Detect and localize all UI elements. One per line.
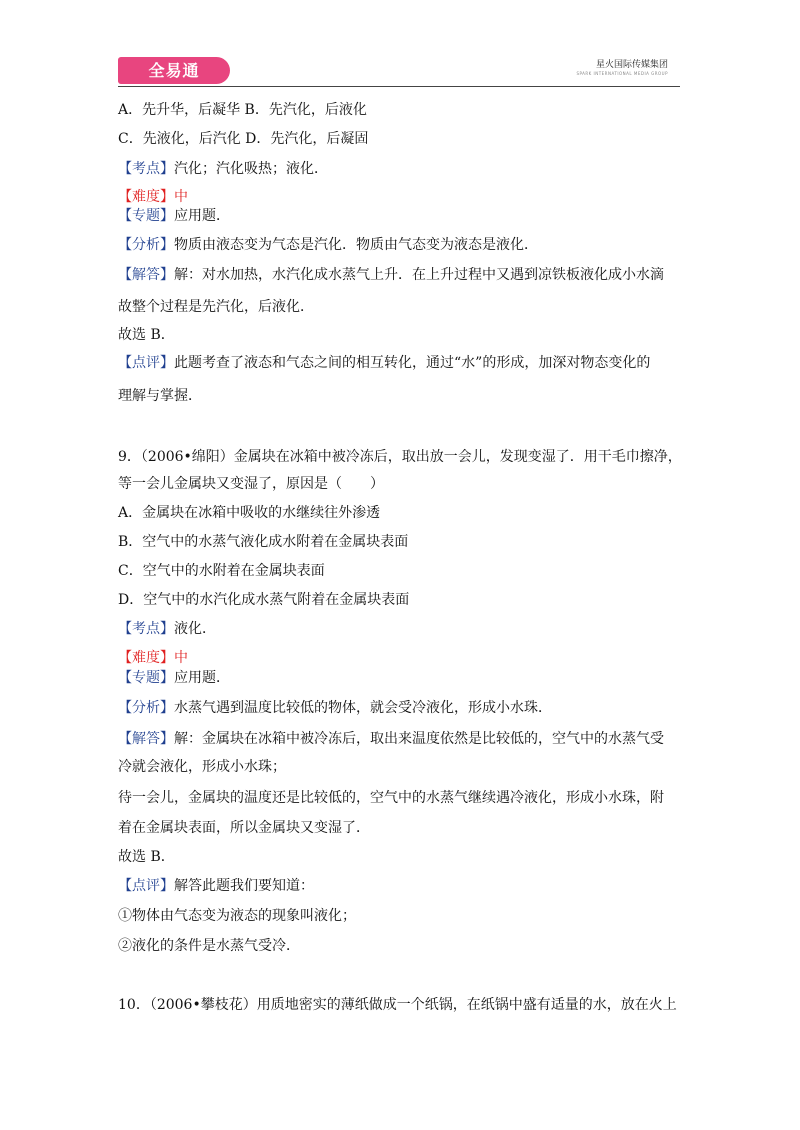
q9-answer: 故选 B． bbox=[118, 849, 175, 865]
kaodian-text: 液化． bbox=[174, 621, 216, 637]
page-header bbox=[118, 55, 680, 87]
jieda-text: 解：金属块在冰箱中被冷冻后，取出来温度依然是比较低的，空气中的水蒸气受 bbox=[174, 731, 664, 747]
q9-option-b: B．空气中的水蒸气液化成水附着在金属块表面 bbox=[118, 534, 409, 550]
nandu-text: 中 bbox=[174, 189, 188, 205]
q8-jieda-cont: 故整个过程是先汽化，后液化． bbox=[118, 299, 314, 315]
kaodian-text: 汽化；汽化吸热；液化． bbox=[174, 161, 328, 177]
q8-option-ab: A．先升华，后凝华 B．先汽化，后液化 bbox=[118, 102, 367, 118]
company-subtitle: SPARK INTERNATIONAL MEDIA GROUP bbox=[576, 71, 668, 76]
zhuanti-tag: 【专题】 bbox=[118, 208, 174, 224]
nandu-tag: 【难度】 bbox=[118, 650, 174, 666]
q9-kaodian bbox=[118, 619, 216, 639]
q9-jieda-cont-3: 着在金属块表面，所以金属块又变湿了． bbox=[118, 820, 370, 836]
fenxi-text: 水蒸气遇到温度比较低的物体，就会受冷液化，形成小水珠． bbox=[174, 700, 552, 716]
nandu-text: 中 bbox=[174, 650, 188, 666]
q9-stem-cont: 等一会儿金属块又变湿了，原因是（ ） bbox=[118, 476, 384, 492]
q9-option-c: C．空气中的水附着在金属块表面 bbox=[118, 563, 325, 579]
q9-jieda-cont-2: 待一会儿，金属块的温度还是比较低的，空气中的水蒸气继续遇冷液化，形成小水珠，附 bbox=[118, 790, 664, 806]
brand-logo: 全易通 bbox=[118, 57, 230, 84]
q8-dianping bbox=[118, 353, 650, 373]
q9-stem: 9．（2006•绵阳）金属块在冰箱中被冷冻后，取出放一会儿，发现变湿了．用干毛巾擦净， bbox=[118, 449, 682, 465]
q8-answer: 故选 B． bbox=[118, 327, 175, 343]
jieda-text: 解：对水加热，水汽化成水蒸气上升．在上升过程中又遇到凉铁板液化成小水滴 bbox=[174, 267, 664, 283]
dianping-text: 此题考查了液态和气态之间的相互转化，通过“水”的形成，加深对物态变化的 bbox=[174, 355, 651, 371]
fenxi-tag: 【分析】 bbox=[118, 700, 174, 716]
q9-point-2: ②液化的条件是水蒸气受冷． bbox=[118, 938, 300, 954]
q9-jieda bbox=[118, 729, 664, 749]
q9-dianping bbox=[118, 876, 314, 896]
company-block bbox=[576, 59, 668, 77]
zhuanti-text: 应用题． bbox=[174, 670, 230, 686]
q9-fenxi bbox=[118, 698, 552, 718]
q9-option-d: D．空气中的水汽化成水蒸气附着在金属块表面 bbox=[118, 592, 410, 608]
q8-jieda bbox=[118, 265, 664, 285]
dianping-text: 解答此题我们要知道： bbox=[174, 878, 314, 894]
q10-stem: 10．（2006•攀枝花）用质地密实的薄纸做成一个纸锅，在纸锅中盛有适量的水，放在火上 bbox=[118, 997, 677, 1013]
jieda-tag: 【解答】 bbox=[118, 267, 174, 283]
q9-option-a: A．金属块在冰箱中吸收的水继续往外渗透 bbox=[118, 505, 381, 521]
nandu-tag: 【难度】 bbox=[118, 189, 174, 205]
kaodian-tag: 【考点】 bbox=[118, 161, 174, 177]
header-divider bbox=[118, 86, 680, 87]
kaodian-tag: 【考点】 bbox=[118, 621, 174, 637]
q8-option-cd: C．先液化，后汽化 D．先汽化，后凝固 bbox=[118, 131, 369, 147]
q8-zhuanti bbox=[118, 206, 230, 226]
fenxi-text: 物质由液态变为气态是汽化．物质由气态变为液态是液化． bbox=[174, 237, 538, 253]
dianping-tag: 【点评】 bbox=[118, 355, 174, 371]
q8-dianping-cont: 理解与掌握． bbox=[118, 388, 202, 404]
q8-fenxi bbox=[118, 235, 538, 255]
q8-kaodian bbox=[118, 159, 328, 179]
q9-point-1: ①物体由气态变为液态的现象叫液化； bbox=[118, 908, 356, 924]
q9-jieda-cont-1: 冷就会液化，形成小水珠； bbox=[118, 759, 286, 775]
fenxi-tag: 【分析】 bbox=[118, 237, 174, 253]
zhuanti-tag: 【专题】 bbox=[118, 670, 174, 686]
q9-nandu bbox=[118, 648, 188, 668]
zhuanti-text: 应用题． bbox=[174, 208, 230, 224]
q9-zhuanti bbox=[118, 668, 230, 688]
jieda-tag: 【解答】 bbox=[118, 731, 174, 747]
q8-nandu bbox=[118, 187, 188, 207]
company-name: 星火国际传媒集团 bbox=[595, 60, 668, 70]
dianping-tag: 【点评】 bbox=[118, 878, 174, 894]
